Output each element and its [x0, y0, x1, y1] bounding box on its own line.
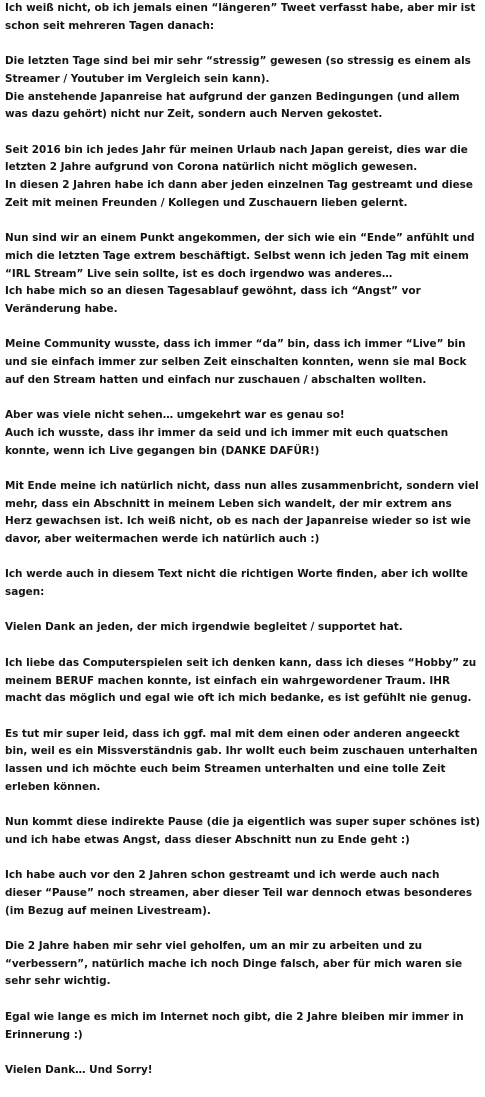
- text-line: In diesen 2 Jahren habe ich dann aber jeden einzelnen Tag gestreamt und diese: [5, 179, 473, 191]
- paragraph: [5, 336, 483, 389]
- text-line: Auch ich wusste, dass ihr immer da seid und ich immer mit euch quatschen: [5, 426, 449, 439]
- text-line: Mit Ende meine ich natürlich nicht, dass nun alles zusammenbricht, sondern viel: [5, 479, 479, 492]
- paragraph: [5, 814, 483, 849]
- text-line: letzten 2 Jahre aufgrund von Corona natürlich nicht möglich gewesen.: [5, 161, 418, 174]
- text-line: lassen und ich möchte euch beim Streamen unterhalten und eine tolle Zeit: [5, 763, 446, 776]
- text-line: mich die letzten Tage extrem beschäftigt. Selbst wenn ich jeden Tag mit einem: [5, 249, 469, 262]
- text-line: Die anstehende Japanreise hat aufgrund der ganzen Bedingungen (und allem: [5, 90, 460, 103]
- text-line: (im Bezug auf meinen Livestream).: [5, 904, 211, 917]
- text-line: sagen:: [5, 586, 45, 599]
- text-line: Streamer / Youtuber im Vergleich sein kann).: [5, 72, 270, 85]
- text-line: Herz gewachsen ist. Ich weiß nicht, ob es nach der Japanreise wieder so ist wie: [5, 515, 471, 528]
- text-line: bin, weil es ein Missverständnis gab. Ihr wollt euch beim zuschauen unterhalten: [5, 745, 478, 758]
- text-line: Die 2 Jahre haben mir sehr viel geholfen, um an mir zu arbeiten und zu: [5, 940, 423, 953]
- paragraph: [5, 938, 483, 991]
- paragraph: [5, 566, 483, 601]
- text-line: Vielen Dank… Und Sorry!: [5, 1063, 153, 1076]
- text-line: Ich liebe das Computerspielen seit ich denken kann, dass ich dieses “Hobby” zu: [5, 656, 477, 669]
- text-line: meinem BERUF machen konnte, ist einfach ein wahrgewordener Traum. IHR: [5, 674, 451, 687]
- text-line: und ich habe etwas Angst, dass dieser Abschnitt nun zu Ende geht :): [5, 833, 410, 846]
- text-line: Zeit mit meinen Freunden / Kollegen und Zuschauern lieben gelernt.: [5, 196, 408, 209]
- paragraph: [5, 53, 483, 124]
- text-line: schon seit mehreren Tagen danach:: [5, 19, 215, 32]
- paragraph: [5, 655, 483, 708]
- paragraph: [5, 619, 483, 637]
- paragraph: [5, 407, 483, 460]
- paragraph: [5, 230, 483, 319]
- paragraph: [5, 0, 483, 35]
- text-line: Nun sind wir an einem Punkt angekommen, der sich wie ein “Ende” anfühlt und: [5, 232, 475, 245]
- text-line: Ich werde auch in diesem Text nicht die richtigen Worte finden, aber ich wollte: [5, 568, 468, 581]
- paragraph: [5, 142, 483, 213]
- text-line: Ich habe mich so an diesen Tagesablauf gewöhnt, dass ich “Angst” vor: [5, 285, 421, 298]
- text-line: Vielen Dank an jeden, der mich irgendwie begleitet / supportet hat.: [5, 621, 403, 634]
- paragraph: [5, 478, 483, 549]
- text-line: und sie einfach immer zur selben Zeit einschalten konnten, wenn sie mal Bock: [5, 356, 467, 368]
- paragraph: [5, 726, 483, 797]
- text-line: Meine Community wusste, dass ich immer “da” bin, dass ich immer “Live” bin: [5, 338, 466, 351]
- text-line: auf den Stream hatten und einfach nur zuschauen / abschalten wollten.: [5, 373, 427, 386]
- text-line: Aber was viele nicht sehen… umgekehrt war es genau so!: [5, 409, 345, 422]
- text-line: Egal wie lange es mich im Internet noch gibt, die 2 Jahre bleiben mir immer in: [5, 1010, 464, 1023]
- text-line: Es tut mir super leid, dass ich ggf. mal mit dem einen oder anderen angeeckt: [5, 727, 460, 740]
- text-line: erleben können.: [5, 780, 101, 793]
- paragraph: [5, 867, 483, 920]
- text-line: Ich weiß nicht, ob ich jemals einen “längeren” Tweet verfasst habe, aber mir ist: [5, 2, 476, 14]
- text-line: sehr sehr wichtig.: [5, 975, 111, 988]
- paragraph: [5, 1009, 483, 1044]
- paragraph: [5, 1062, 483, 1080]
- text-line: was dazu gehört) nicht nur Zeit, sondern auch Nerven gekostet.: [5, 108, 383, 121]
- text-line: Die letzten Tage sind bei mir sehr “stressig” gewesen (so stressig es einem als: [5, 55, 471, 68]
- text-line: Seit 2016 bin ich jedes Jahr für meinen Urlaub nach Japan gereist, dies war die: [5, 143, 468, 156]
- text-line: davor, aber weitermachen werde ich natürlich auch :): [5, 533, 320, 545]
- text-line: Nun kommt diese indirekte Pause (die ja eigentlich was super super schönes ist): [5, 816, 480, 829]
- document-body: [5, 0, 483, 1097]
- text-line: “IRL Stream” Live sein sollte, ist es doch irgendwo was anderes…: [5, 267, 393, 280]
- text-line: Erinnerung :): [5, 1028, 83, 1041]
- text-line: Veränderung habe.: [5, 302, 118, 315]
- text-line: macht das möglich und egal wie oft ich mich bedanke, es ist gefühlt nie genug.: [5, 692, 472, 705]
- text-line: mehr, dass ein Abschnitt in meinem Leben sich wandelt, der mir extrem ans: [5, 497, 452, 510]
- text-line: dieser “Pause” noch streamen, aber dieser Teil war dennoch etwas besonderes: [5, 886, 473, 899]
- text-line: konnte, wenn ich Live gegangen bin (DANKE DAFÜR!): [5, 444, 320, 457]
- text-line: “verbessern”, natürlich mache ich noch Dinge falsch, aber für mich waren sie: [5, 957, 463, 970]
- text-line: Ich habe auch vor den 2 Jahren schon gestreamt und ich werde auch nach: [5, 869, 440, 882]
